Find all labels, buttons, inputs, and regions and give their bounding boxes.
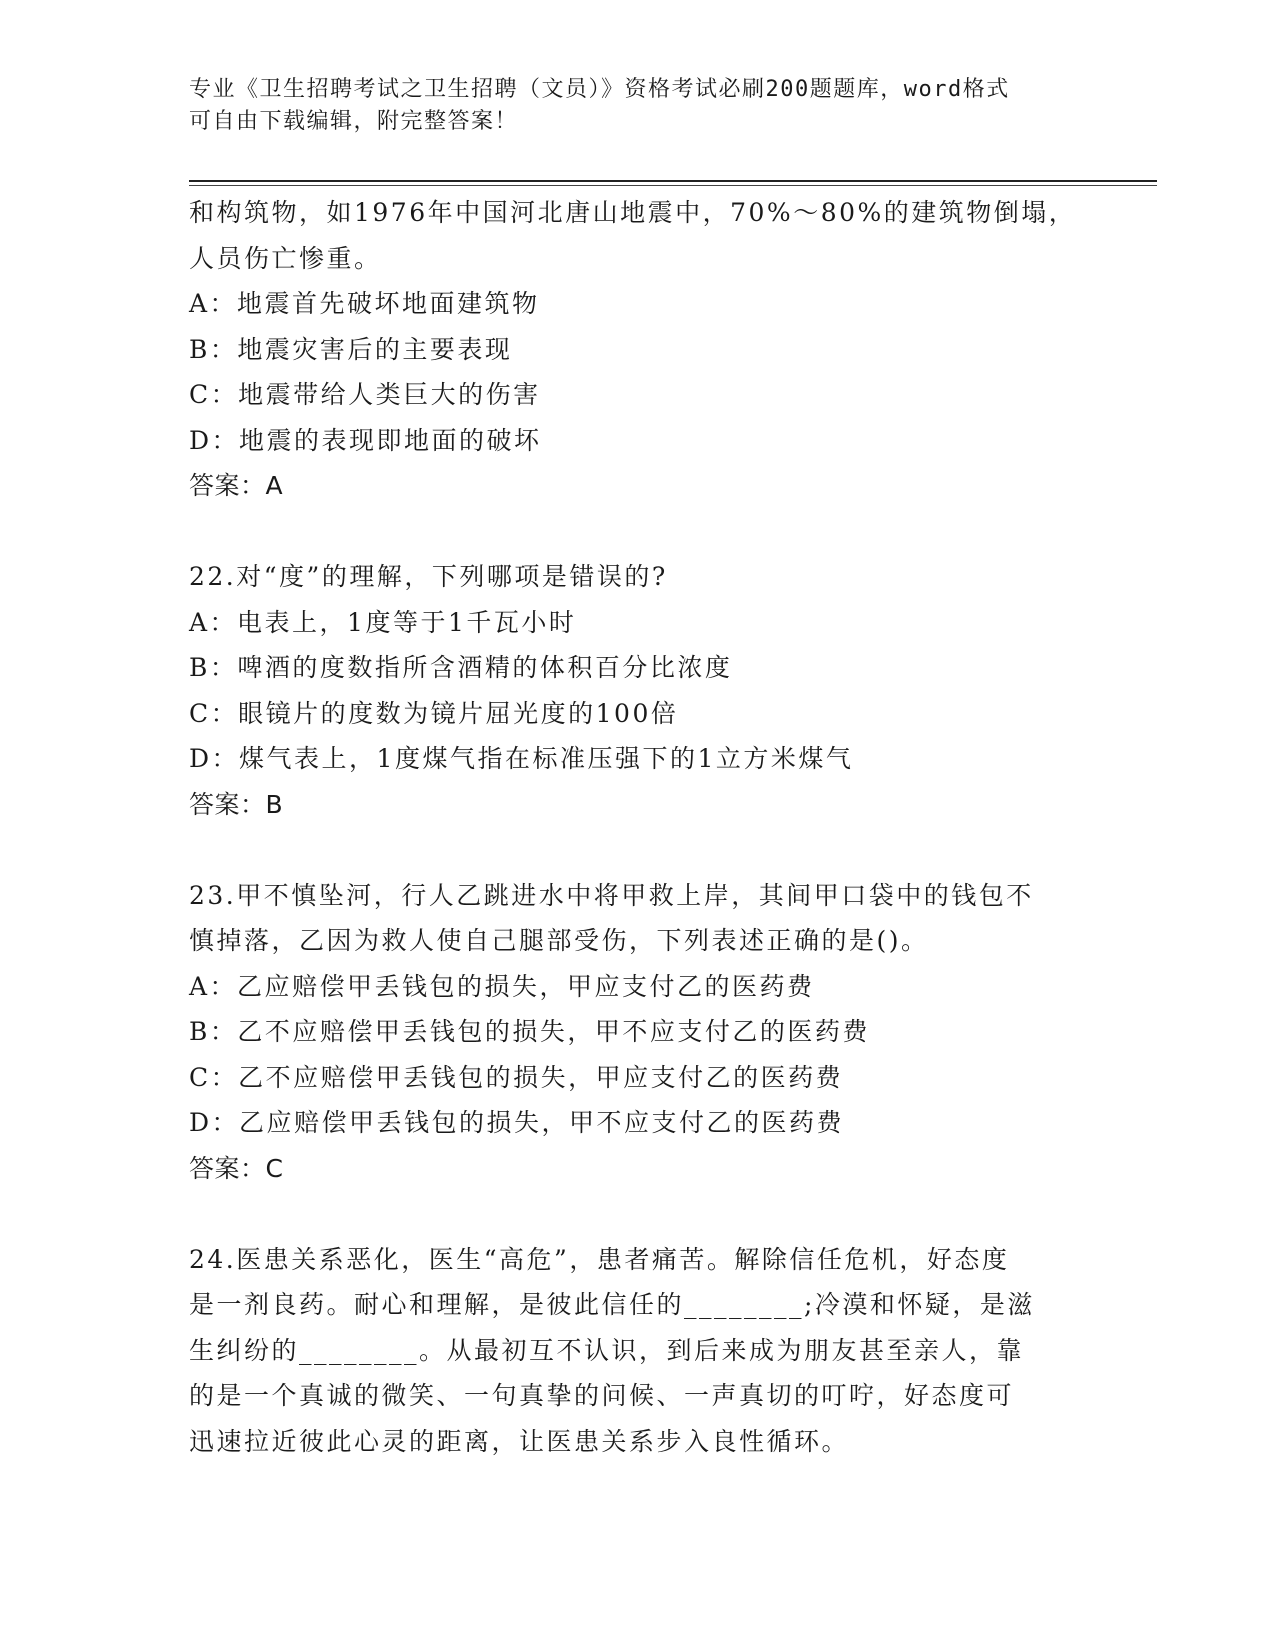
option-c: C：乙不应赔偿甲丢钱包的损失，甲应支付乙的医药费 bbox=[189, 1062, 844, 1092]
option-d: D：乙应赔偿甲丢钱包的损失，甲不应支付乙的医药费 bbox=[189, 1108, 845, 1137]
option-a: A：电表上，1度等于1千瓦小时 bbox=[189, 607, 577, 637]
option-b: B：地震灾害后的主要表现 bbox=[189, 334, 513, 364]
question-22 bbox=[189, 554, 1089, 827]
question-stem-line: 慎掉落，乙因为救人使自己腿部受伤，下列表述正确的是()。 bbox=[189, 926, 929, 955]
question-21 bbox=[189, 190, 1089, 509]
question-23 bbox=[189, 873, 1089, 1192]
header-title-line-1: 专业《卫生招聘考试之卫生招聘（文员）》资格考试必刷200题题库，word格式 bbox=[189, 77, 1010, 102]
header-divider-thick bbox=[189, 180, 1157, 182]
spacer bbox=[189, 1191, 1089, 1237]
option-b: B：乙不应赔偿甲丢钱包的损失，甲不应支付乙的医药费 bbox=[189, 1017, 870, 1046]
spacer bbox=[189, 827, 1089, 873]
answer-label: 答案：B bbox=[189, 789, 284, 819]
question-stem-line: 迅速拉近彼此心灵的距离，让医患关系步入良性循环。 bbox=[189, 1426, 850, 1456]
option-d: D：煤气表上，1度煤气指在标准压强下的1立方米煤气 bbox=[189, 744, 854, 773]
question-stem-line: 24.医患关系恶化，医生“高危”，患者痛苦。解除信任危机，好态度 bbox=[189, 1244, 1010, 1274]
header-divider-thin bbox=[189, 185, 1157, 186]
spacer bbox=[189, 509, 1089, 555]
question-stem-line: 23.甲不慎坠河，行人乙跳进水中将甲救上岸，其间甲口袋中的钱包不 bbox=[189, 880, 1034, 910]
option-d: D：地震的表现即地面的破坏 bbox=[189, 425, 542, 455]
question-stem-line: 22.对“度”的理解，下列哪项是错误的? bbox=[189, 562, 668, 591]
answer-label: 答案：A bbox=[189, 471, 284, 500]
header-title-line-2: 可自由下载编辑，附完整答案！ bbox=[189, 109, 519, 134]
option-c: C：地震带给人类巨大的伤害 bbox=[189, 380, 541, 409]
option-c: C：眼镜片的度数为镜片屈光度的100倍 bbox=[189, 698, 679, 728]
option-a: A：乙应赔偿甲丢钱包的损失，甲应支付乙的医药费 bbox=[189, 971, 815, 1001]
answer-label: 答案：C bbox=[189, 1153, 284, 1183]
question-24 bbox=[189, 1237, 1089, 1465]
question-stem-line: 和构筑物，如1976年中国河北唐山地震中，70%～80%的建筑物倒塌， bbox=[189, 198, 1077, 227]
question-stem-line: 是一剂良药。耐心和理解，是彼此信任的________;冷漠和怀疑，是滋 bbox=[189, 1290, 1035, 1319]
option-a: A：地震首先破坏地面建筑物 bbox=[189, 289, 540, 318]
document-header bbox=[189, 74, 1089, 138]
question-stem-line: 人员伤亡惨重。 bbox=[189, 243, 382, 273]
option-b: B：啤酒的度数指所含酒精的体积百分比浓度 bbox=[189, 653, 733, 682]
question-list bbox=[189, 190, 1089, 1464]
question-stem-line: 生纠纷的________。从最初互不认识，到后来成为朋友甚至亲人，靠 bbox=[189, 1335, 1025, 1365]
question-stem-line: 的是一个真诚的微笑、一句真挚的问候、一声真切的叮咛，好态度可 bbox=[189, 1381, 1015, 1410]
